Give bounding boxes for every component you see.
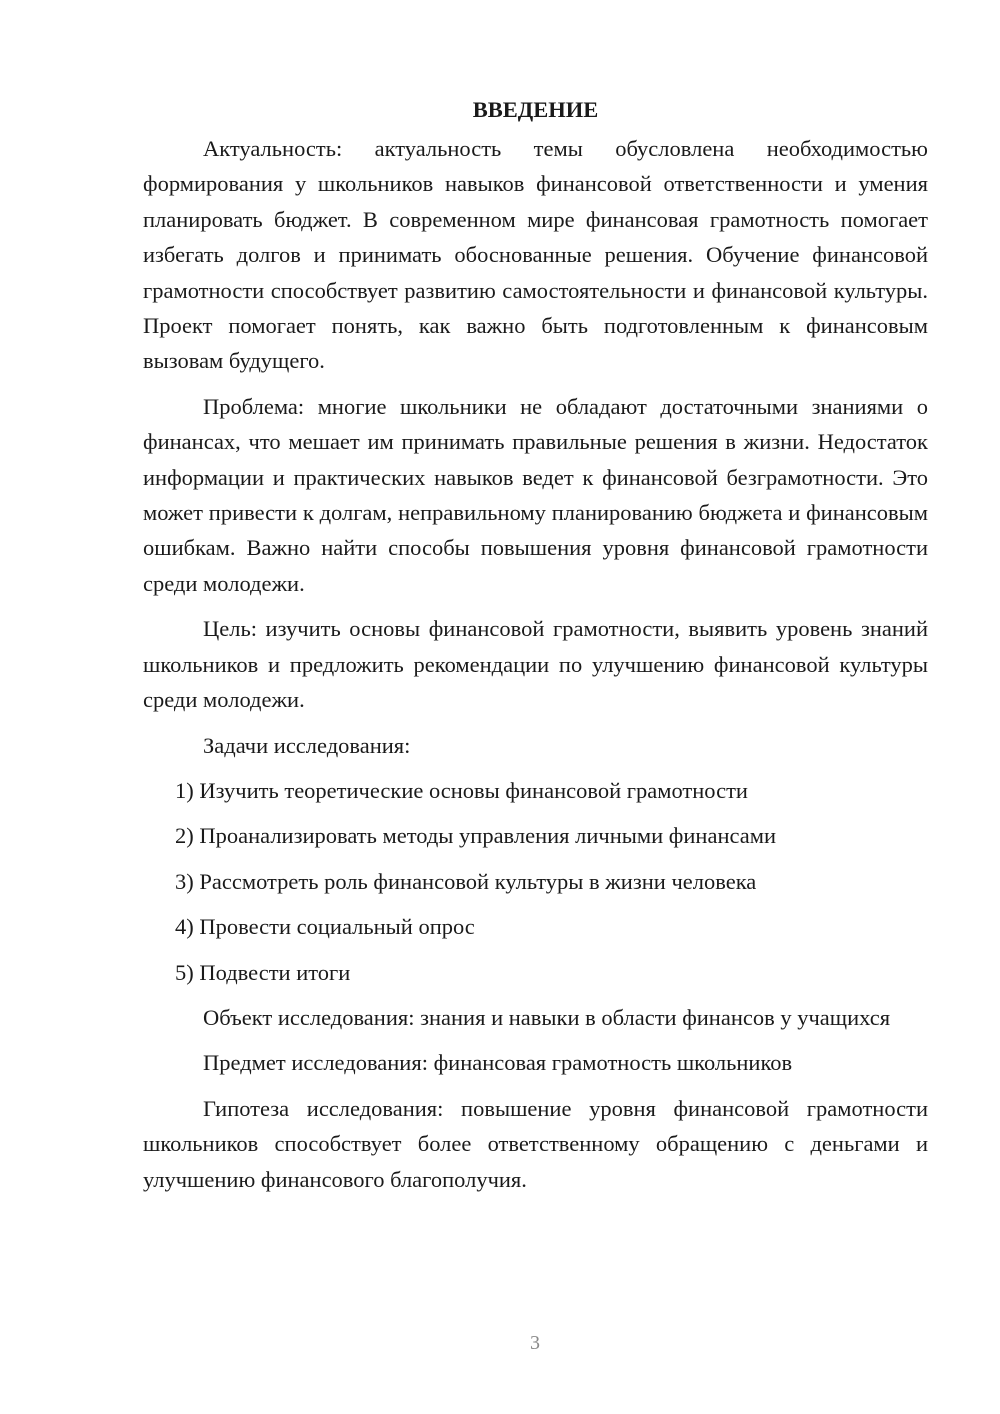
document-page xyxy=(143,92,928,1207)
goal-paragraph: Цель: изучить основы финансовой грамотности, выявить уровень знаний школьников и предложить рекомендации по улучшению финансовой культуры среди молодежи. xyxy=(143,616,928,713)
problem-paragraph: Проблема: многие школьники не обладают достаточными знаниями о финансах, что мешает им принимать правильные решения в жизни. Недостаток информации и практических навыков ведет к финансовой безграмотности. Это может привести к долгам, неправильному планированию бюджета и финансовым ошибкам. Важно найти способы повышения уровня финансовой грамотности среди молодежи. xyxy=(143,393,928,596)
page-number: 3 xyxy=(530,1332,540,1354)
relevance-paragraph: Актуальность: актуальность темы обусловлена необходимостью формирования у школьников навыков финансовой ответственности и умения планировать бюджет. В современном мире финансовая грамотность помогает избегать долгов и принимать обоснованные решения. Обучение финансовой грамотности способствует развитию самостоятельности и финансовой культуры. Проект помогает понять, как важно быть подготовленным к финансовым вызовам будущего. xyxy=(143,136,928,374)
task-item: 3) Рассмотреть роль финансовой культуры в жизни человека xyxy=(175,868,757,894)
task-item: 1) Изучить теоретические основы финансовой грамотности xyxy=(175,777,748,803)
object-paragraph: Объект исследования: знания и навыки в области финансов у учащихся xyxy=(203,1004,891,1030)
task-item: 2) Проанализировать методы управления личными финансами xyxy=(175,823,777,849)
subject-paragraph: Предмет исследования: финансовая грамотность школьников xyxy=(203,1050,793,1076)
document-title: ВВЕДЕНИЕ xyxy=(472,97,599,122)
task-item: 4) Провести социальный опрос xyxy=(175,914,475,940)
task-item: 5) Подвести итоги xyxy=(175,959,351,985)
hypothesis-paragraph: Гипотеза исследования: повышение уровня финансовой грамотности школьников способствует более ответственному обращению с деньгами и улучшению финансового благополучия. xyxy=(143,1095,928,1192)
tasks-heading: Задачи исследования: xyxy=(203,732,411,758)
